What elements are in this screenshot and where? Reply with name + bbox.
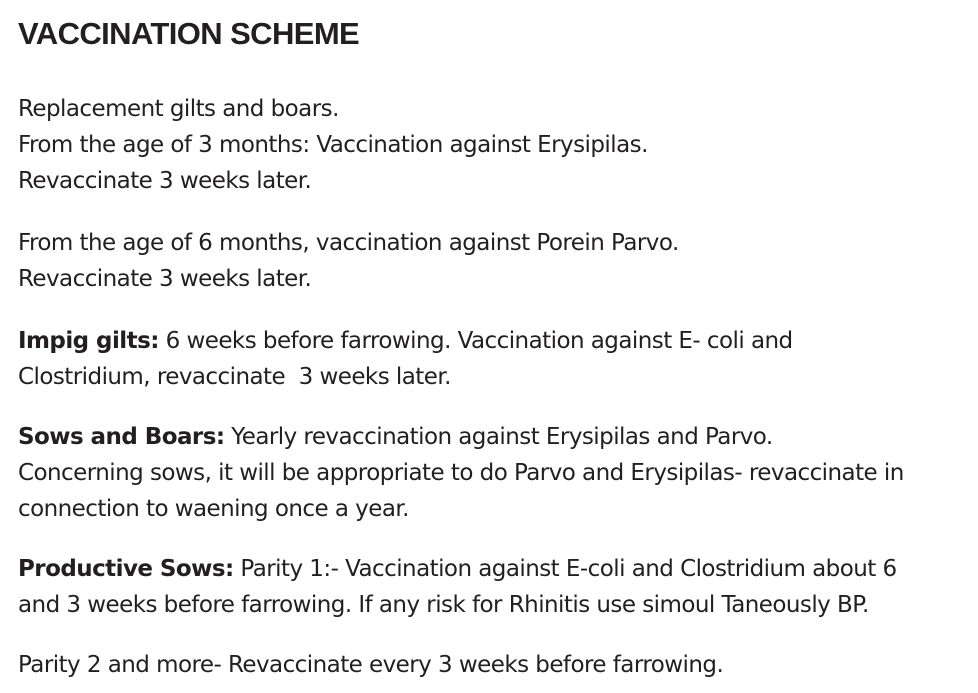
paragraph-line [18, 323, 973, 359]
replacement-paragraph [18, 91, 973, 199]
paragraph-line: Replacement gilts and boars. [18, 96, 339, 122]
paragraph-line [18, 551, 973, 587]
paragraph-line: Clostridium, revaccinate 3 weeks later. [18, 364, 451, 390]
paragraph-line: Parity 2 and more- Revaccinate every 3 weeks before farrowing. [18, 652, 724, 678]
paragraph-line: From the age of 3 months: Vaccination against Erysipilas. [18, 132, 648, 158]
six-months-paragraph [18, 225, 973, 297]
section-heading: Productive Sows: [18, 556, 234, 582]
section-heading: Sows and Boars: [18, 424, 225, 450]
paragraph-line: Revaccinate 3 weeks later. [18, 168, 312, 194]
document [18, 12, 973, 683]
paragraph-text: Parity 1:- Vaccination against E-coli and Clostridium about 6 [233, 556, 897, 582]
paragraph-text: 6 weeks before farrowing. Vaccination against E- coli and [158, 328, 793, 354]
paragraph-line: Revaccinate 3 weeks later. [18, 266, 312, 292]
parity-two-paragraph [18, 647, 973, 683]
impig-gilts-paragraph [18, 323, 973, 395]
paragraph-line: connection to waening once a year. [18, 496, 409, 522]
paragraph-line: and 3 weeks before farrowing. If any risk for Rhinitis use simoul Taneously BP. [18, 592, 869, 618]
paragraph-line: Concerning sows, it will be appropriate to do Parvo and Erysipilas- revaccinate in [18, 460, 904, 486]
paragraph-line [18, 419, 973, 455]
page-title: VACCINATION SCHEME [18, 16, 360, 51]
section-heading: Impig gilts: [18, 328, 159, 354]
productive-sows-paragraph [18, 551, 973, 623]
paragraph-line: From the age of 6 months, vaccination against Porein Parvo. [18, 230, 679, 256]
sows-and-boars-paragraph [18, 419, 973, 527]
paragraph-text: Yearly revaccination against Erysipilas and Parvo. [224, 424, 773, 450]
